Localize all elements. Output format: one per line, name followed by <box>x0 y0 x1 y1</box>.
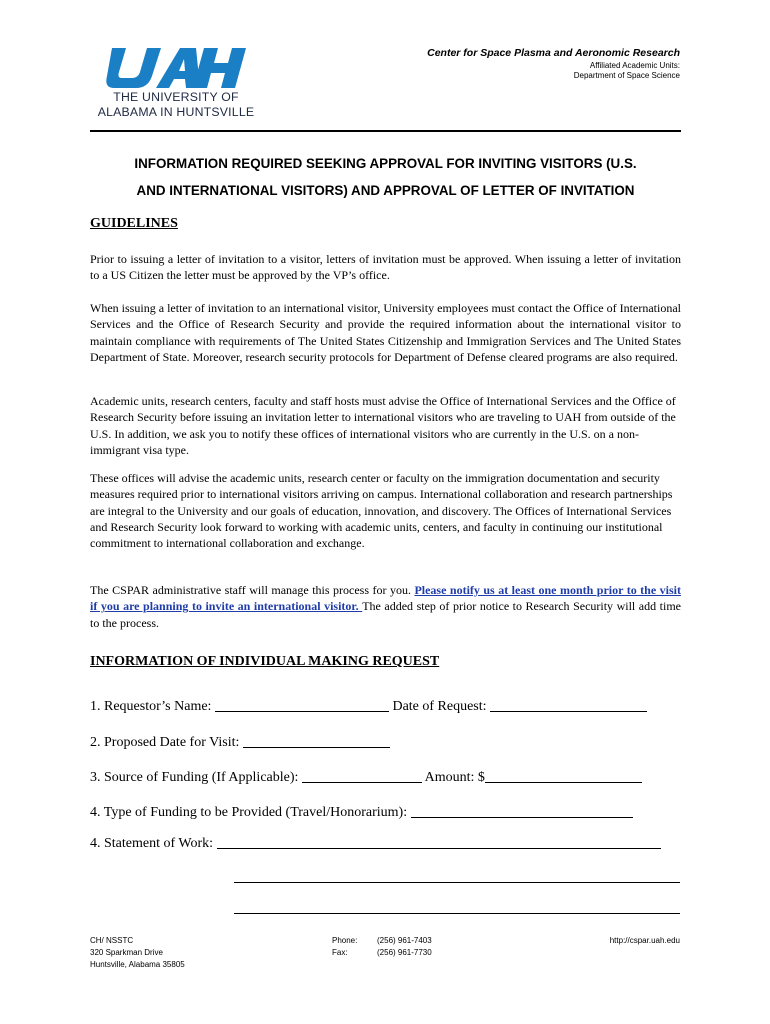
footer-fax-label: Fax: <box>332 948 348 957</box>
proposed-date-label: 2. Proposed Date for Visit: <box>90 735 240 750</box>
university-name-line2: ALABAMA IN HUNTSVILLE <box>97 105 255 119</box>
field-row-4 <box>90 803 633 821</box>
footer-url[interactable]: http://cspar.uah.edu <box>609 936 680 945</box>
paragraph-5-end: The added step of prior notice to Research Security will add time to the process. <box>90 599 681 630</box>
request-info-heading: INFORMATION OF INDIVIDUAL MAKING REQUEST <box>90 654 440 669</box>
footer-contact-labels <box>332 935 357 959</box>
university-name <box>86 90 266 120</box>
guidelines-paragraph-1: Prior to issuing a letter of invitation to a visitor, letters of invitation must be approved. When issuing a letter of invitation to a US Citizen the letter must be approved by the VP’s office. <box>90 252 681 283</box>
field-row-3 <box>90 768 642 786</box>
guidelines-paragraph-2: When issuing a letter of invitation to an international visitor, University employees must contact the Office of International Services and the Office of Research Security and provide the required information about the international visitor to maintain compliance with requirements of The United States Citizenship and Immigration Services and The United States Department of State. Moreover, research security protocols for Department of Defense cleared programs are also required. <box>90 301 681 364</box>
requestor-name-field[interactable] <box>215 697 389 712</box>
footer-fax: (256) 961-7730 <box>377 948 432 957</box>
footer-street: 320 Sparkman Drive <box>90 948 163 957</box>
notify-notice: Please notify us at least one month prior to the visit if you are planning to invite an international visitor. <box>90 583 681 614</box>
field-row-5 <box>90 834 661 852</box>
statement-of-work-field-2[interactable] <box>234 868 680 883</box>
affiliated-units <box>574 61 680 81</box>
document-title-line1: INFORMATION REQUIRED SEEKING APPROVAL FOR INVITING VISITORS (U.S. <box>134 156 637 171</box>
footer-org: CH/ NSSTC <box>90 936 134 945</box>
document-title <box>90 150 681 204</box>
center-name: Center for Space Plasma and Aeronomic Research <box>427 47 680 59</box>
source-of-funding-field[interactable] <box>302 768 422 783</box>
uah-logo <box>86 46 266 124</box>
guidelines-paragraph-5 <box>90 582 681 631</box>
statement-of-work-field-3[interactable] <box>234 899 680 914</box>
guidelines-paragraph-3: Academic units, research centers, faculty and staff hosts must advise the Office of International Services and the Office of Research Security before issuing an invitation letter to international visitors who are traveling to UAH from outside of the U.S. In addition, we ask you to notify these offices of international visitors who are currently in the U.S. on a non-immigrant visa type. <box>90 394 676 457</box>
document-title-line2: AND INTERNATIONAL VISITORS) AND APPROVAL OF LETTER OF INVITATION <box>136 183 635 198</box>
statement-of-work-label: 4. Statement of Work: <box>90 836 214 851</box>
field-row-2 <box>90 733 390 751</box>
date-of-request-field[interactable] <box>490 697 647 712</box>
amount-label: Amount: $ <box>424 770 485 785</box>
source-of-funding-label: 3. Source of Funding (If Applicable): <box>90 770 299 785</box>
header-rule <box>90 130 681 132</box>
footer-city: Huntsville, Alabama 35805 <box>90 960 185 969</box>
paragraph-5-start: The CSPAR administrative staff will manage this process for you. <box>90 583 415 597</box>
field-row-1 <box>90 697 647 715</box>
guidelines-heading: GUIDELINES <box>90 216 178 231</box>
uah-logo-mark <box>86 46 266 90</box>
affiliated-unit: Department of Space Science <box>573 71 680 80</box>
guidelines-paragraph-4: These offices will advise the academic units, research center or faculty on the immigration documentation and security measures required prior to international visitors arriving on campus. International collaboration and research partnerships are integral to the University and our goals of education, innovation, and discovery. The Offices of International Services and Research Security look forward to working with academic units, centers, and faculty in continuing our institutional commitment to international collaboration and exchange. <box>90 471 673 551</box>
footer-contact-values <box>377 935 432 959</box>
type-of-funding-field[interactable] <box>411 803 633 818</box>
statement-of-work-field-1[interactable] <box>217 834 661 849</box>
requestor-name-label: 1. Requestor’s Name: <box>90 699 212 714</box>
university-name-line1: THE UNIVERSITY OF <box>113 90 239 104</box>
footer-address <box>90 935 185 971</box>
proposed-date-field[interactable] <box>243 733 390 748</box>
date-of-request-label: Date of Request: <box>392 699 487 714</box>
type-of-funding-label: 4. Type of Funding to be Provided (Travel/Honorarium): <box>90 805 408 820</box>
footer-phone-label: Phone: <box>332 936 358 945</box>
affiliated-label: Affiliated Academic Units: <box>589 61 680 70</box>
amount-field[interactable] <box>485 768 642 783</box>
footer-phone: (256) 961-7403 <box>377 936 432 945</box>
